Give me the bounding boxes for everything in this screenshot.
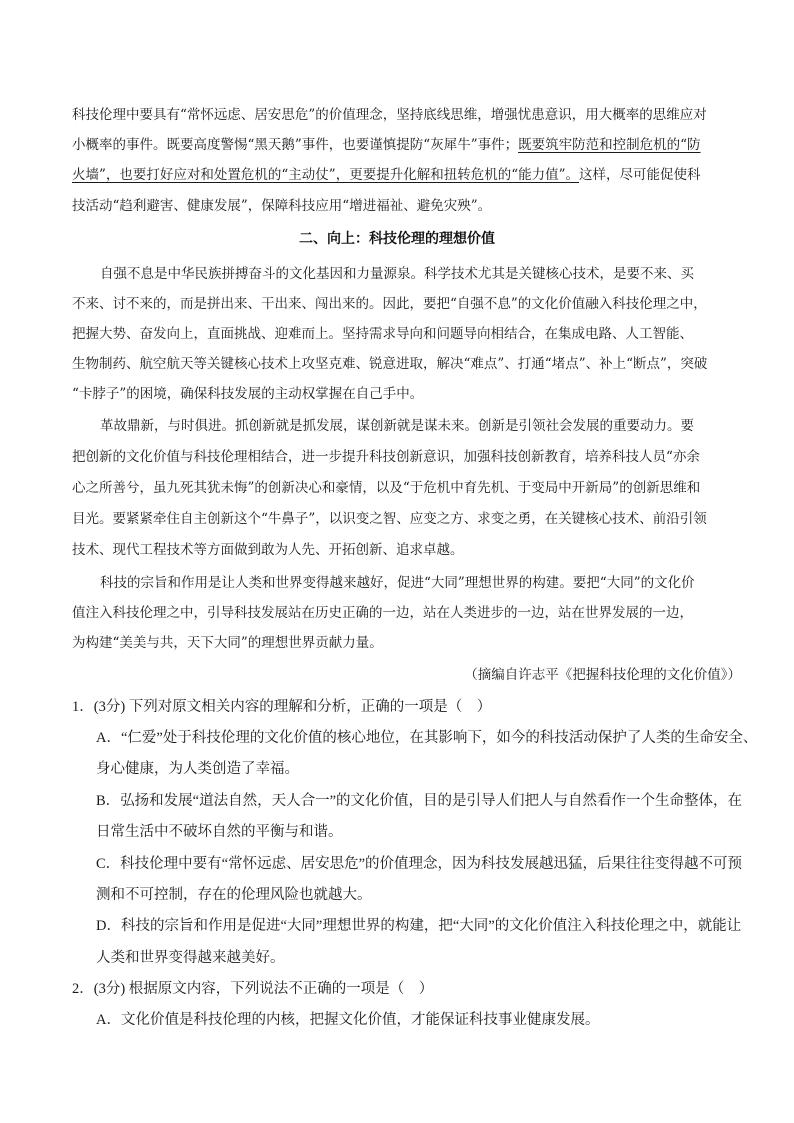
source-citation: （摘编自许志平《把握科技伦理的文化价值》） [464, 667, 741, 683]
question-stem: 2．(3分) 根据原文内容，下列说法不正确的一项是（ ） [72, 981, 434, 997]
body-line: 科技的宗旨和作用是让人类和世界变得越来越好，促进“大同”理想世界的构建。要把“大同”的文化价 [100, 575, 695, 591]
body-text: 小概率的事件。既要高度警惕“黑天鹅”事件，也要谨慎提防“灰犀牛”事件； [72, 137, 519, 153]
body-line: 目光。要紧紧牵住自主创新这个“牛鼻子”，以识变之智、应变之方、求变之勇，在关键核心技术、前沿引领 [72, 511, 707, 527]
body-line: 生物制药、航空航天等关键核心技术上攻坚克难、锐意进取，解决“难点”、打通“堵点”、补上“断点”，突破 [72, 356, 708, 372]
body-line: 科技伦理中要具有“常怀远虑、居安思危”的价值理念，坚持底线思维，增强忧患意识，用大概率的思维应对 [72, 107, 707, 123]
underlined-text: 既要筑牢防范和控制危机的“防 [518, 137, 701, 153]
option-a: A．“仁爱”处于科技伦理的文化价值的核心地位，在其影响下，如今的科技活动保护了人类的生命安全、 [96, 730, 758, 746]
option-c: C．科技伦理中要有“常怀远虑、居安思危”的价值理念，因为科技发展越迅猛，后果往往变得越不可预 [96, 856, 743, 872]
body-line: “卡脖子”的困境，确保科技发展的主动权掌握在自己手中。 [72, 386, 424, 402]
option-b-cont: 日常生活中不破坏自然的平衡与和谐。 [96, 824, 343, 840]
body-line: 心之所善兮，虽九死其犹未悔”的创新决心和豪情，以及“于危机中育先机、于变局中开新局”的创新思维和 [72, 480, 701, 496]
option-a-cont: 身心健康，为人类创造了幸福。 [96, 761, 299, 777]
body-line [72, 133, 701, 153]
body-text: 这样，尽可能促使科 [579, 167, 701, 183]
option-d-cont: 人类和世界变得越来越美好。 [96, 950, 285, 966]
body-line: 技术、现代工程技术等方面做到敢为人先、开拓创新、追求卓越。 [72, 542, 464, 558]
option-c-cont: 测和不可控制，存在的伦理风险也就越大。 [96, 887, 372, 903]
body-line: 为构建“美美与共，天下大同”的理想世界贡献力量。 [72, 635, 383, 651]
body-line: 值注入科技伦理之中，引导科技发展站在历史正确的一边，站在人类进步的一边，站在世界发展的一边， [72, 605, 693, 621]
option-d: D．科技的宗旨和作用是促进“大同”理想世界的构建，把“大同”的文化价值注入科技伦理之中，就能让 [96, 918, 742, 934]
body-line: 把创新的文化价值与科技伦理相结合，进一步提升科技创新意识，加强科技创新教育，培养科技人员“亦余 [72, 449, 700, 465]
question-stem: 1．(3分) 下列对原文相关内容的理解和分析，正确的一项是（ ） [72, 699, 492, 715]
body-line [72, 163, 701, 183]
body-line: 把握大势、奋发向上，直面挑战、迎难而上。坚持需求导向和问题导向相结合，在集成电路、人工智能、 [72, 326, 693, 342]
body-line: 不来、讨不来的，而是拼出来、干出来、闯出来的。因此，要把“自强不息”的文化价值融入科技伦理之中， [72, 296, 707, 312]
section-heading: 二、向上：科技伦理的理想价值 [299, 231, 495, 247]
body-line: 革故鼎新，与时俱进。抓创新就是抓发展，谋创新就是谋未来。创新是引领社会发展的重要动力。要 [100, 418, 694, 434]
underlined-text: 火墙”，也要打好应对和处置危机的“主动仗”，更要提升化解和扭转危机的“能力值”。 [72, 167, 580, 183]
body-line: 技活动“趋利避害、健康发展”，保障科技应用“增进福祉、避免灾殃”。 [72, 198, 492, 214]
option-b: B．弘扬和发展“道法自然，天人合一”的文化价值，目的是引导人们把人与自然看作一个生命整体，在 [96, 793, 743, 809]
body-line: 自强不息是中华民族拼搏奋斗的文化基因和力量源泉。科学技术尤其是关键核心技术，是要不来、买 [100, 266, 694, 282]
option-a: A．文化价值是科技伦理的内核，把握文化价值，才能保证科技事业健康发展。 [96, 1012, 600, 1028]
